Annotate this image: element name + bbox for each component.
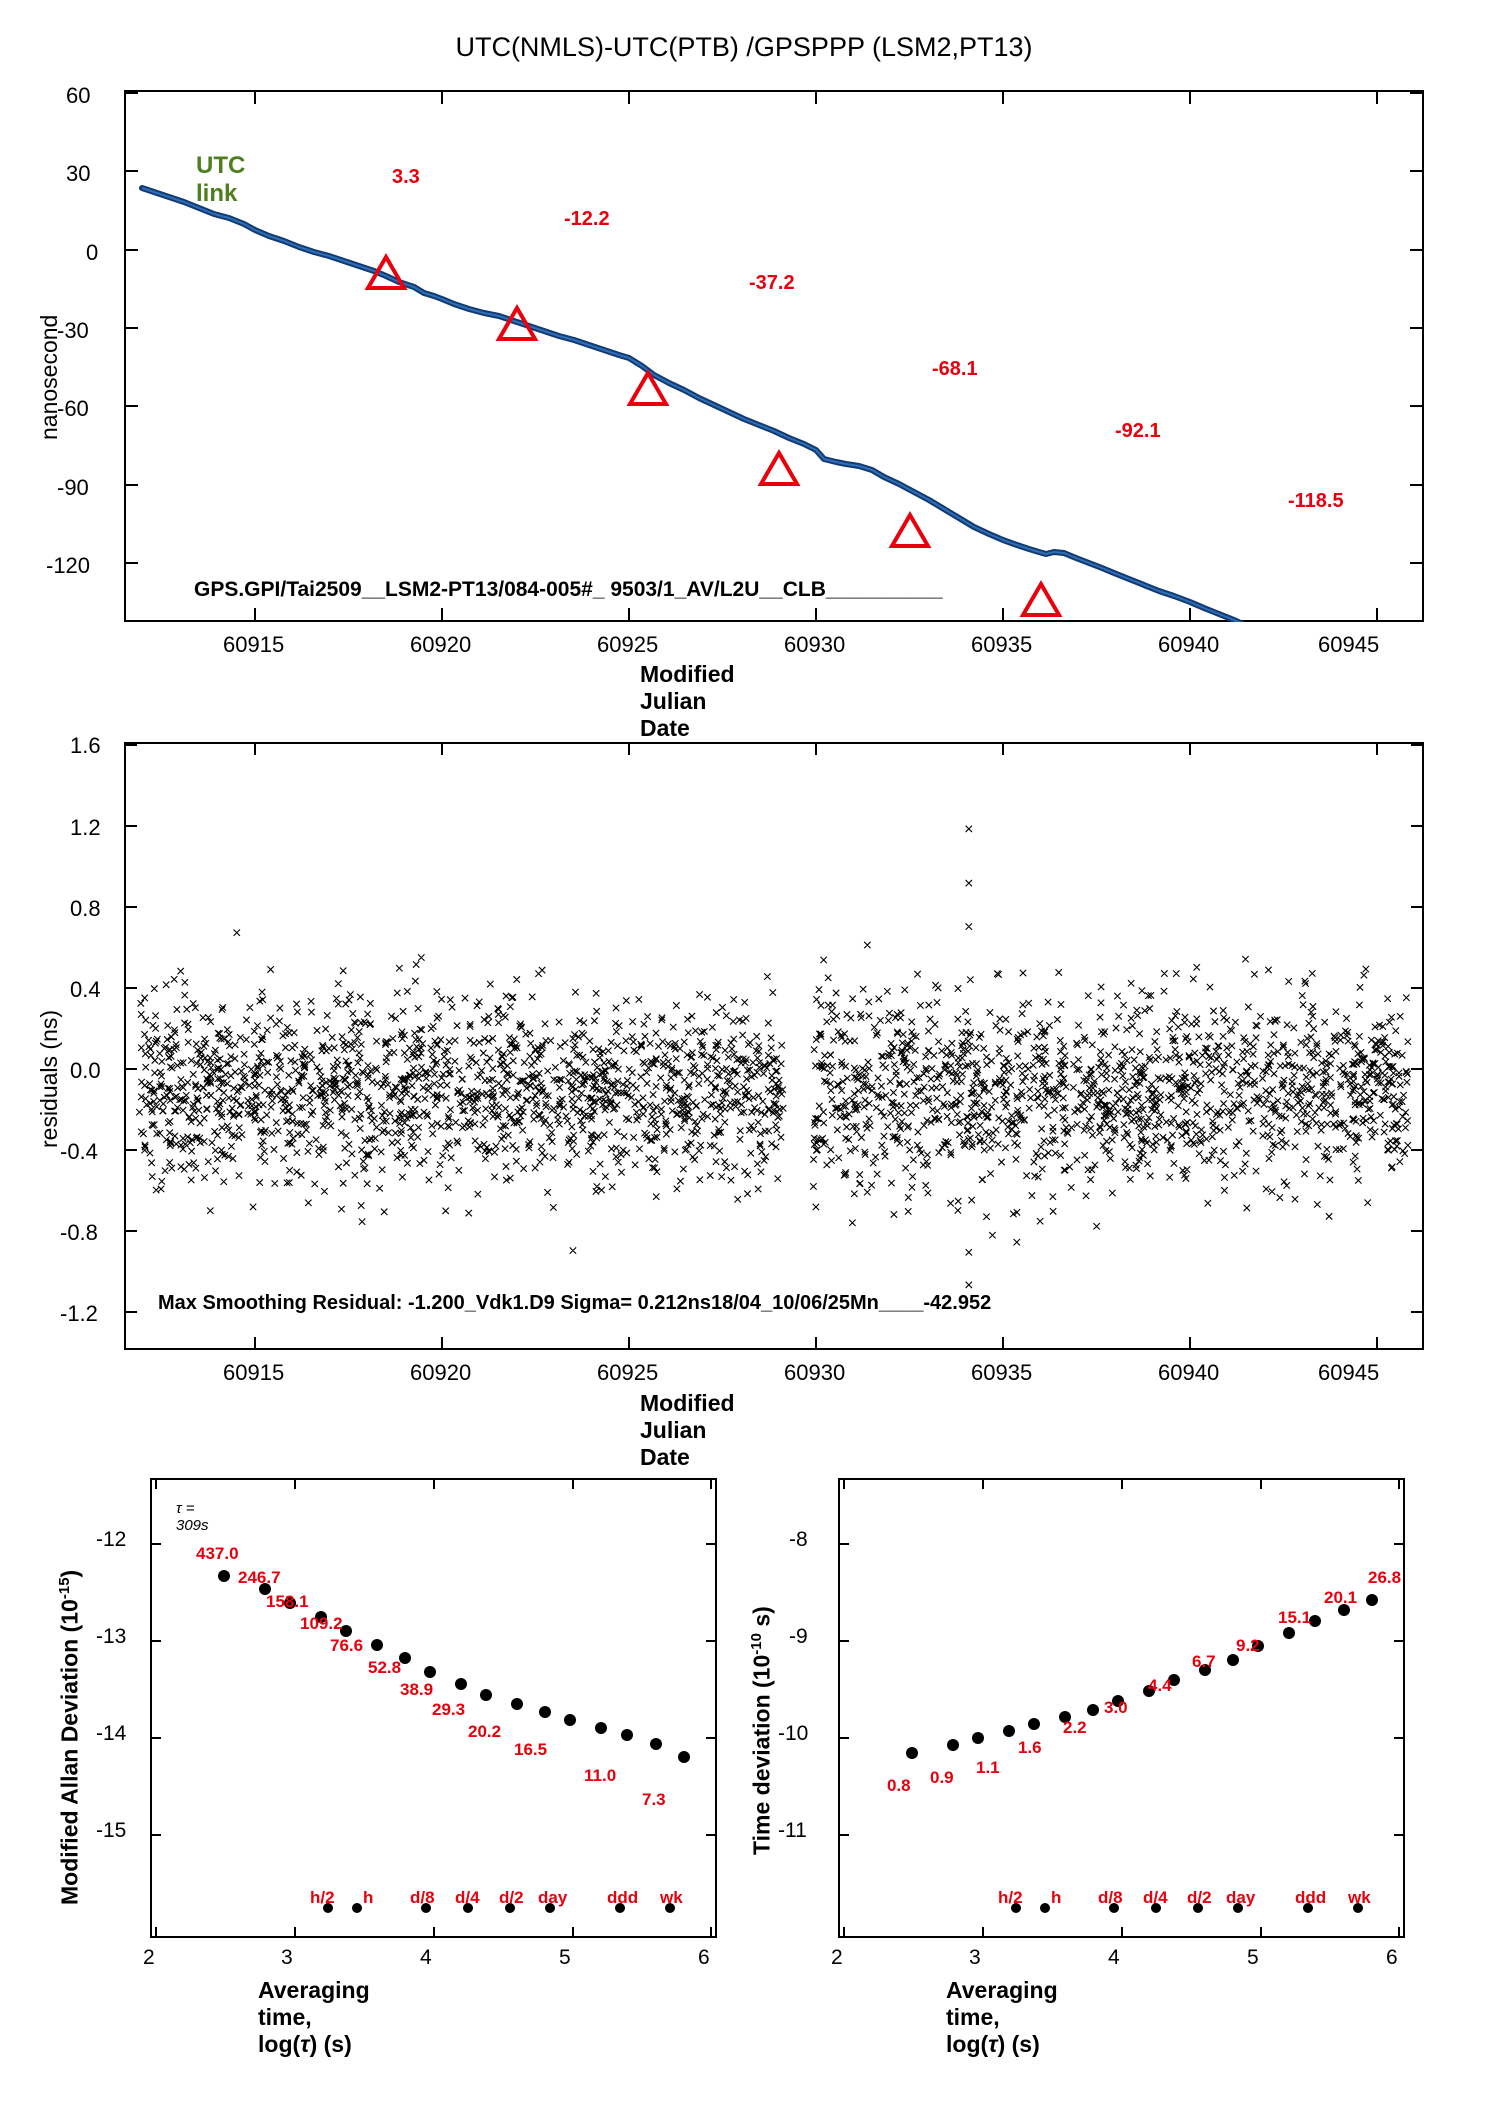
adev-xaxis-tau: τ xyxy=(300,2031,310,2057)
tdev-xaxis-title-pre: Averaging time, log( xyxy=(946,1977,1058,2057)
adev-point-label-5: 52.8 xyxy=(368,1658,402,1677)
resid-xtick-0: 60915 xyxy=(223,1360,285,1385)
resid-ytick-6: -0.8 xyxy=(60,1220,98,1245)
resid-ytick-1: 1.2 xyxy=(70,815,101,840)
adev-point-label-6: 38.9 xyxy=(400,1680,434,1699)
tdev-point-label-3: 1.6 xyxy=(1018,1738,1042,1757)
adev-time-marker-4: d/2 xyxy=(499,1888,524,1907)
resid-ytick-3: 0.4 xyxy=(70,977,101,1002)
adev-point-label-11: 7.3 xyxy=(642,1790,666,1809)
adev-yaxis-exp: -15 xyxy=(56,1577,73,1600)
tdev-ytick-3: -11 xyxy=(778,1819,807,1842)
adev-time-marker-5: day xyxy=(538,1888,568,1907)
tdev-point-label-8: 9.2 xyxy=(1236,1636,1260,1655)
phase-ytick-4: -60 xyxy=(57,396,89,421)
tdev-ytick-0: -8 xyxy=(789,1528,808,1551)
resid-xtick-4: 60935 xyxy=(971,1360,1033,1385)
adev-xtick-0: 2 xyxy=(143,1946,155,1969)
adev-time-marker-2: d/8 xyxy=(410,1888,435,1907)
tdev-point-label-9: 15.1 xyxy=(1278,1608,1312,1627)
phase-caption: GPS.GPI/Tai2509__LSM2-PT13/084-005#_ 9503/1_AV/L2U__CLB__________ xyxy=(194,578,943,601)
phase-xtick-1: 60920 xyxy=(410,632,472,657)
tdev-time-marker-1: h xyxy=(1051,1888,1062,1907)
resid-caption: Max Smoothing Residual: -1.200_Vdk1.D9 Sigma= 0.212ns18/04_10/06/25Mn____-42.952 xyxy=(158,1292,992,1314)
adev-xaxis-title-pre: Averaging time, log( xyxy=(258,1977,370,2057)
phase-xtick-6: 60945 xyxy=(1318,632,1380,657)
adev-point-label-4: 76.6 xyxy=(330,1636,364,1655)
tdev-time-marker-6: ddd xyxy=(1295,1888,1327,1907)
adev-ytick-3: -15 xyxy=(96,1819,127,1842)
adev-xtick-3: 5 xyxy=(559,1946,571,1969)
resid-ytick-5: -0.4 xyxy=(60,1139,98,1164)
adev-point-label-0: 437.0 xyxy=(196,1544,239,1563)
tdev-point-label-1: 0.9 xyxy=(930,1768,954,1787)
resid-ytick-0: 1.6 xyxy=(70,733,101,758)
phase-marker-label-4: -92.1 xyxy=(1115,420,1161,442)
adev-yaxis-tail: ) xyxy=(56,1569,83,1578)
tdev-xtick-3: 5 xyxy=(1247,1946,1259,1969)
adev-xtick-2: 4 xyxy=(420,1946,432,1969)
phase-marker-label-5: -118.5 xyxy=(1288,490,1344,512)
tdev-xtick-2: 4 xyxy=(1108,1946,1120,1969)
tdev-yaxis-tail: s) xyxy=(748,1606,775,1634)
tdev-yaxis-title: Time deviation (10 xyxy=(748,1654,775,1855)
tdev-time-marker-4: d/2 xyxy=(1187,1888,1212,1907)
adev-xtick-1: 3 xyxy=(281,1946,293,1969)
adev-point-label-1: 246.7 xyxy=(238,1568,281,1587)
phase-ytick-3: -30 xyxy=(57,318,89,343)
phase-curve-svg xyxy=(124,90,1424,622)
tdev-time-marker-2: d/8 xyxy=(1098,1888,1123,1907)
adev-time-marker-6: ddd xyxy=(607,1888,639,1907)
adev-point-label-2: 158.1 xyxy=(266,1592,309,1611)
tdev-time-marker-0: h/2 xyxy=(998,1888,1023,1907)
figure-title: UTC(NMLS)-UTC(PTB) /GPSPPP (LSM2,PT13) xyxy=(455,32,1033,62)
phase-xtick-5: 60940 xyxy=(1158,632,1220,657)
resid-xtick-1: 60920 xyxy=(410,1360,472,1385)
adev-tau-note: τ = 309s xyxy=(176,1500,209,1534)
tdev-time-marker-5: day xyxy=(1226,1888,1256,1907)
phase-ytick-2: 0 xyxy=(86,240,99,265)
phase-ytick-5: -90 xyxy=(57,475,89,500)
tdev-point-label-0: 0.8 xyxy=(887,1776,911,1795)
tdev-xtick-1: 3 xyxy=(969,1946,981,1969)
phase-yaxis-title: nanosecond xyxy=(36,314,62,440)
tdev-ytick-1: -9 xyxy=(789,1625,808,1648)
tdev-point-label-7: 6.7 xyxy=(1192,1652,1216,1671)
adev-time-marker-0: h/2 xyxy=(310,1888,335,1907)
tdev-point-label-6: 4.4 xyxy=(1148,1676,1172,1695)
tdev-point-label-10: 20.1 xyxy=(1324,1588,1358,1607)
resid-ytick-2: 0.8 xyxy=(70,896,101,921)
tdev-point-label-5: 3.0 xyxy=(1104,1698,1128,1717)
phase-ytick-0: 60 xyxy=(66,83,91,108)
tdev-xtick-0: 2 xyxy=(831,1946,843,1969)
tdev-time-marker-3: d/4 xyxy=(1143,1888,1168,1907)
tdev-ytick-2: -10 xyxy=(778,1722,809,1745)
phase-ytick-6: -120 xyxy=(46,553,91,578)
resid-yaxis-title: residuals (ns) xyxy=(36,1009,62,1148)
adev-ytick-0: -12 xyxy=(96,1528,127,1551)
phase-marker-label-1: -12.2 xyxy=(564,208,610,230)
phase-xtick-3: 60930 xyxy=(784,632,846,657)
tdev-point-label-11: 26.8 xyxy=(1368,1568,1402,1587)
adev-point-label-9: 16.5 xyxy=(514,1740,548,1759)
adev-time-marker-1: h xyxy=(363,1888,374,1907)
phase-ytick-1: 30 xyxy=(66,161,91,186)
adev-ytick-1: -13 xyxy=(96,1625,127,1648)
tdev-xaxis-tau: τ xyxy=(988,2031,998,2057)
tdev-xaxis-title-post: ) (s) xyxy=(997,2031,1040,2057)
resid-ytick-7: -1.2 xyxy=(60,1301,98,1326)
resid-xtick-6: 60945 xyxy=(1318,1360,1380,1385)
residuals-scatter-svg xyxy=(124,742,1424,1350)
phase-marker-label-3: -68.1 xyxy=(932,358,978,380)
resid-xtick-2: 60925 xyxy=(597,1360,659,1385)
tdev-xtick-4: 6 xyxy=(1386,1946,1398,1969)
phase-xaxis-title: Modified Julian Date xyxy=(640,661,735,741)
adev-time-marker-7: wk xyxy=(660,1888,683,1907)
adev-ytick-2: -14 xyxy=(96,1722,127,1745)
utc-link-legend: UTC link xyxy=(196,152,246,207)
adev-point-label-8: 20.2 xyxy=(468,1722,502,1741)
resid-xtick-3: 60930 xyxy=(784,1360,846,1385)
adev-point-label-10: 11.0 xyxy=(584,1766,617,1785)
tdev-yaxis-exp: -10 xyxy=(748,1633,765,1655)
phase-marker-label-0: 3.3 xyxy=(392,166,420,188)
tdev-time-marker-7: wk xyxy=(1348,1888,1371,1907)
resid-xaxis-title: Modified Julian Date xyxy=(640,1390,735,1470)
adev-xaxis-title-post: ) (s) xyxy=(309,2031,352,2057)
phase-xtick-4: 60935 xyxy=(971,632,1033,657)
resid-ytick-4: 0.0 xyxy=(70,1058,101,1083)
adev-point-label-7: 29.3 xyxy=(432,1700,466,1719)
phase-xtick-2: 60925 xyxy=(597,632,659,657)
resid-xtick-5: 60940 xyxy=(1158,1360,1220,1385)
adev-xtick-4: 6 xyxy=(698,1946,710,1969)
phase-marker-label-2: -37.2 xyxy=(749,272,795,294)
adev-time-marker-3: d/4 xyxy=(455,1888,480,1907)
phase-xtick-0: 60915 xyxy=(223,632,285,657)
tdev-point-label-2: 1.1 xyxy=(976,1758,1000,1777)
tdev-point-label-4: 2.2 xyxy=(1063,1718,1087,1737)
adev-yaxis-title: Modified Allan Deviation (10 xyxy=(56,1599,83,1905)
adev-point-label-3: 109.2 xyxy=(300,1614,343,1633)
